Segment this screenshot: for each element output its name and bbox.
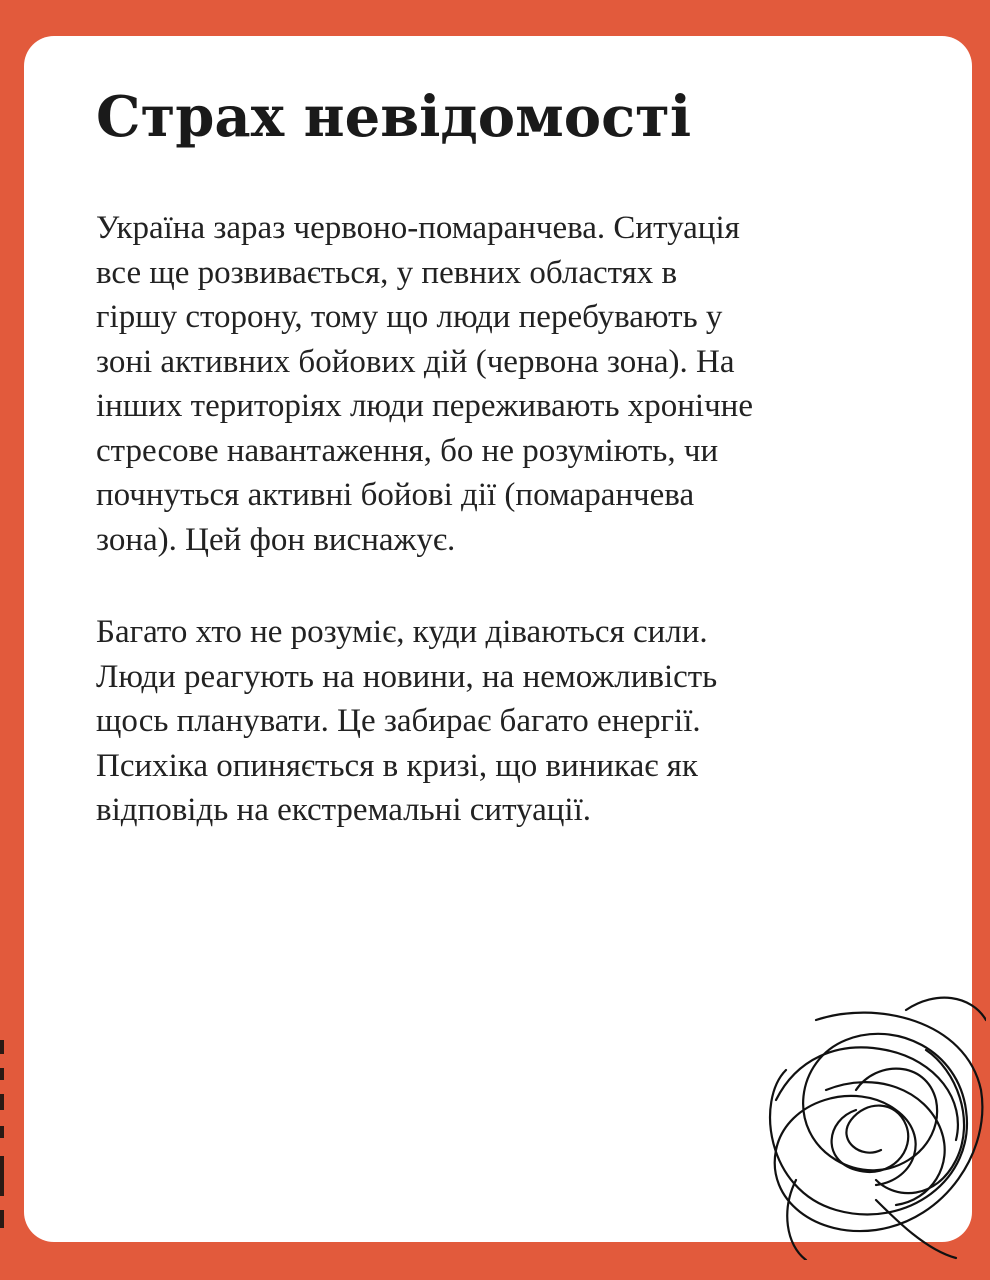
paragraph-line: зоні активних бойових дій (червона зона). На [96,343,735,380]
edge-marks-decoration [0,1040,6,1240]
page-title: Страх невідомості [96,84,692,150]
scribble-decoration-icon [726,960,986,1260]
paragraph-1 [96,206,753,562]
paragraph-line: Багато хто не розуміє, куди діваються сили. [96,614,708,650]
paragraph-line: відповідь на екстремальні ситуації. [96,792,592,828]
paragraph-line: гіршу сторону, тому що люди перебувають у [96,299,723,335]
paragraph-line: стресове навантаження, бо не розуміють, чи [96,432,719,469]
paragraph-line: Україна зараз червоно-помаранчева. Ситуація [96,210,740,246]
paragraph-2 [96,610,717,833]
paragraph-line: щось планувати. Це забирає багато енергії. [96,703,701,739]
paragraph-line: все ще розвивається, у певних областях в [96,254,678,291]
paragraph-line: Люди реагують на новини, на неможливість [96,658,718,695]
paragraph-line: зона). Цей фон виснажує. [96,521,456,558]
paragraph-line: інших територіях люди переживають хронічне [96,388,753,424]
paragraph-line: Психіка опиняється в кризі, що виникає як [96,747,698,784]
paragraph-line: почнуться активні бойові дії (помаранчева [96,477,695,513]
